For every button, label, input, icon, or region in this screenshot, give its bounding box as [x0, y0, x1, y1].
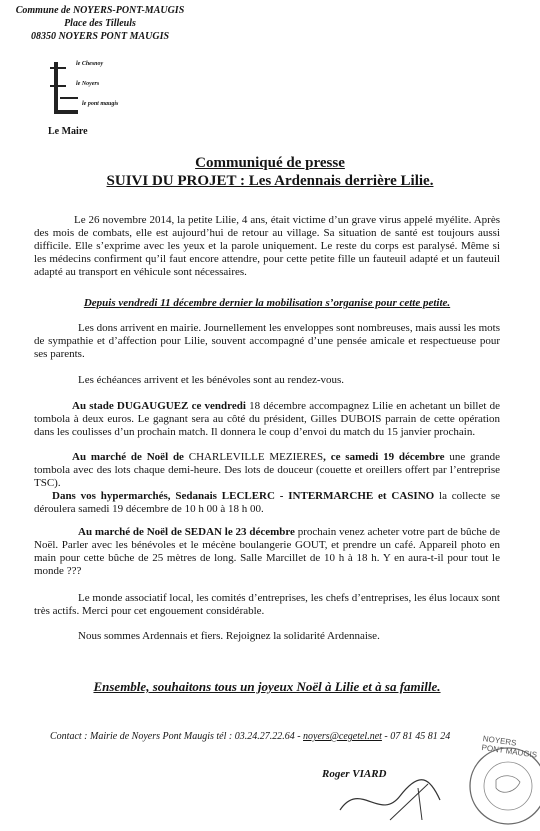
- hypermarkets-lead: Dans vos hypermarchés, Sedanais LECLERC - INTERMARCHE et CASINO: [52, 490, 435, 502]
- stadium-lead: Au stade DUGAUGUEZ ce vendredi: [72, 400, 246, 412]
- logo-line-2: le Noyers: [76, 81, 100, 87]
- mobilisation-heading: Depuis vendredi 11 décembre dernier la mobilisation s’organise pour cette petite.: [83, 297, 451, 309]
- stadium-text: 18 décembre accompagnez Lilie en achetant un billet de tombola à deux euros. Le gagnant sera au côté du président, Gilles DUBOIS parrain de cette opération dans les coulisses d’un prochain match. Il donnera le coup d’envoi du match du 15 janvier prochain.: [34, 400, 500, 438]
- paragraph-thanks: Le monde associatif local, les comités d’entreprises, les chefs d’entreprises, les élus locaux sont très actifs. Merci pour cet engouement considérable.: [34, 592, 500, 617]
- logo-line-3: le pont maugis: [82, 101, 119, 107]
- paragraph-volunteers: Les échéances arrivent et les bénévoles sont au rendez-vous.: [78, 374, 345, 386]
- commune-logo: [44, 58, 164, 118]
- contact-prefix: Contact : Mairie de Noyers Pont Maugis tél : 03.24.27.22.64 -: [50, 731, 301, 742]
- paragraph-sedan: [34, 526, 500, 578]
- paragraph-pride: Nous sommes Ardennais et fiers. Rejoignez la solidarité Ardennaise.: [78, 630, 380, 642]
- sedan-lead: Au marché de Noël de SEDAN le 23 décembre: [78, 526, 295, 538]
- charleville-lead-1: Au marché de Noël de: [72, 451, 184, 463]
- signer-name: Roger VIARD: [322, 768, 387, 780]
- mayor-role: Le Maire: [48, 126, 88, 137]
- mairie-stamp: [456, 736, 540, 826]
- postal-line: 08350 NOYERS PONT MAUGIS: [30, 31, 170, 42]
- letterhead: [0, 4, 200, 43]
- stamp-text: NOYERS PONT MAUGIS: [481, 734, 538, 760]
- hypermarkets-text: la collecte se déroulera samedi 19 décembre de 10 h 00 à 18 h 00.: [34, 490, 500, 515]
- paragraph-intro: Le 26 novembre 2014, la petite Lilie, 4 ans, était victime d’un grave virus appelé myélite. Après des mois de combats, elle est aujourd’hui de retour au village. Sa situation de santé est toujours aussi difficile. Elle s’exprime avec les yeux et la parole uniquement. Le reste du corps est paralysé. Même si les médecins confirment qu’il faut encore attendre, pour cette petite fille un fauteuil adapté et un fauteuil adapté au transport en véhicule sont nécessaires.: [34, 214, 500, 278]
- charleville-lead-2: , ce samedi 19 décembre: [323, 451, 445, 463]
- paragraph-donations: Les dons arrivent en mairie. Journellement les enveloppes sont nombreuses, mais aussi les mots de sympathie et d’affection pour Lilie, souvent accompagné d’une pensée amicale et respectueuse pour ses parents.: [34, 322, 500, 360]
- paragraph-charleville: [34, 451, 500, 490]
- handwritten-signature-icon: [330, 770, 450, 826]
- page-title: Communiqué de presse: [195, 155, 345, 171]
- logo-line-1: le Chesnoy: [76, 61, 104, 67]
- address-line: Place des Tilleuls: [64, 18, 136, 29]
- charleville-text: une grande tombola avec des lots chaque demi-heure. Des lots de douceur (couette et oreillers offert par l’entreprise TSC).: [34, 451, 500, 489]
- closing-wish: Ensemble, souhaitons tous un joyeux Noël à Lilie et à sa famille.: [93, 679, 441, 694]
- paragraph-hypermarkets: [34, 490, 500, 516]
- contact-email-link[interactable]: noyers@cegetel.net: [303, 731, 382, 742]
- commune-name: Commune de NOYERS-PONT-MAUGIS: [15, 5, 185, 16]
- charleville-city: CHARLEVILLE MEZIERES: [183, 451, 324, 463]
- paragraph-stadium: [34, 400, 500, 439]
- sedan-text: prochain venez acheter votre part de bûche de Noël. Parler avec les bénévoles et le mécène boulangerie GOUT, et prendre un café. Appareil photo en main pour cette bûche de 25 mètres de long. Salle Marcillet de 10 h à 18 h. Y en aura-t-il pour tout le monde ???: [34, 526, 500, 577]
- contact-line: [50, 731, 510, 742]
- page-subtitle: SUIVI DU PROJET : Les Ardennais derrière Lilie.: [106, 173, 434, 189]
- contact-phone: - 07 81 45 81 24: [384, 731, 451, 742]
